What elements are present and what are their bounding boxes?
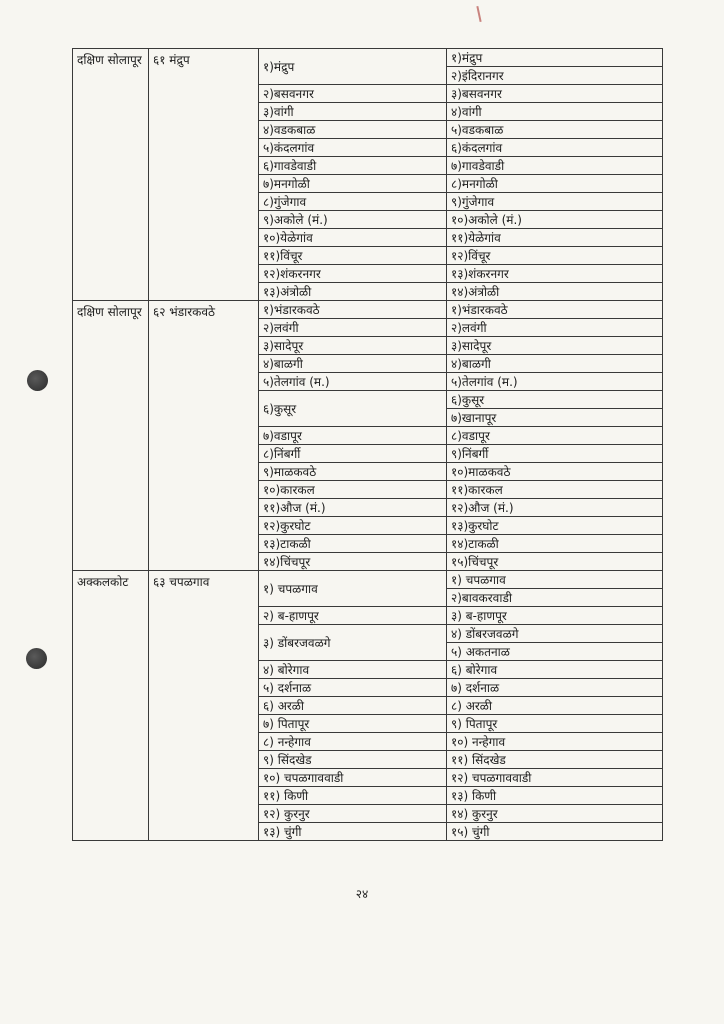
new-village-cell: ११) सिंदखेड [447,751,663,769]
old-village-cell: ८)गुंजेगाव [259,193,447,211]
new-village-cell: २)बावकरवाडी [447,589,663,607]
old-village-cell: ८) नन्हेगाव [259,733,447,751]
new-village-cell: १)भंडारकवठे [447,301,663,319]
old-village-cell: १२)कुरघोट [259,517,447,535]
old-village-cell: १२)शंकरनगर [259,265,447,283]
punch-hole [26,648,47,669]
old-village-cell: १३) चुंगी [259,823,447,841]
new-village-cell: १०)माळकवठे [447,463,663,481]
old-village-cell: ५)कंदलगांव [259,139,447,157]
taluka-cell: दक्षिण सोलापूर [73,301,149,571]
village-table [72,48,663,841]
table-row [73,301,663,319]
table-row [73,49,663,67]
old-village-cell: ६)गावडेवाडी [259,157,447,175]
old-village-cell: १) चपळगाव [259,571,447,607]
old-village-cell: ३)सादेपूर [259,337,447,355]
new-village-cell: ३)सादेपूर [447,337,663,355]
old-village-cell: १४)चिंचपूर [259,553,447,571]
new-village-cell: १२)विंचूर [447,247,663,265]
new-village-cell: ५) अकतनाळ [447,643,663,661]
taluka-cell: अक्कलकोट [73,571,149,841]
new-village-cell: १०)अकोले (मं.) [447,211,663,229]
punch-hole [27,370,48,391]
page-number: २४ [355,887,369,901]
new-village-cell: १३) किणी [447,787,663,805]
new-village-cell: १२) चपळगाववाडी [447,769,663,787]
old-village-cell: २) ब-हाणपूर [259,607,447,625]
new-village-cell: १) चपळगाव [447,571,663,589]
old-village-cell: १३)अंत्रोळी [259,283,447,301]
circle-cell: ६१ मंद्रुप [149,49,259,301]
new-village-cell: ७)गावडेवाडी [447,157,663,175]
circle-cell: ६३ चपळगाव [149,571,259,841]
new-village-cell: ४)वांगी [447,103,663,121]
old-village-cell: ७)वडापूर [259,427,447,445]
old-village-cell: ७)मनगोळी [259,175,447,193]
old-village-cell: ४) बोरेगाव [259,661,447,679]
old-village-cell: ३)वांगी [259,103,447,121]
circle-cell: ६२ भंडारकवठे [149,301,259,571]
new-village-cell: ४)बाळगी [447,355,663,373]
new-village-cell: १)मंद्रुप [447,49,663,67]
new-village-cell: ६)कंदलगांव [447,139,663,157]
old-village-cell: ११)औज (मं.) [259,499,447,517]
new-village-cell: ७) दर्शनाळ [447,679,663,697]
new-village-cell: ८)मनगोळी [447,175,663,193]
new-village-cell: १४)अंत्रोळी [447,283,663,301]
pen-mark [476,6,481,22]
new-village-cell: ७)खानापूर [447,409,663,427]
new-village-cell: ८) अरळी [447,697,663,715]
new-village-cell: ९) पितापूर [447,715,663,733]
old-village-cell: २)बसवनगर [259,85,447,103]
old-village-cell: १)भंडारकवठे [259,301,447,319]
old-village-cell: ५)तेलगांव (म.) [259,373,447,391]
old-village-cell: १०)येळेगांव [259,229,447,247]
old-village-cell: ११)विंचूर [259,247,447,265]
new-village-cell: ३)बसवनगर [447,85,663,103]
old-village-cell: १२) कुरनुर [259,805,447,823]
new-village-cell: १३)शंकरनगर [447,265,663,283]
new-village-cell: १५)चिंचपूर [447,553,663,571]
new-village-cell: १४) कुरनुर [447,805,663,823]
new-village-cell: १२)औज (मं.) [447,499,663,517]
new-village-cell: १३)कुरघोट [447,517,663,535]
old-village-cell: ६) अरळी [259,697,447,715]
old-village-cell: ४)बाळगी [259,355,447,373]
new-village-cell: ६)कुसूर [447,391,663,409]
old-village-cell: ६)कुसूर [259,391,447,427]
old-village-cell: ११) किणी [259,787,447,805]
old-village-cell: ५) दर्शनाळ [259,679,447,697]
old-village-cell: १०)कारकल [259,481,447,499]
new-village-cell: २)इंदिरानगर [447,67,663,85]
old-village-cell: १३)टाकळी [259,535,447,553]
new-village-cell: ४) डोंबरजवळगे [447,625,663,643]
new-village-cell: ५)तेलगांव (म.) [447,373,663,391]
old-village-cell: ८)निंबर्गी [259,445,447,463]
table-body [73,49,663,841]
old-village-cell: ७) पितापूर [259,715,447,733]
old-village-cell: १)मंद्रुप [259,49,447,85]
old-village-cell: १०) चपळगाववाडी [259,769,447,787]
new-village-cell: १५) चुंगी [447,823,663,841]
new-village-cell: ११)कारकल [447,481,663,499]
new-village-cell: ५)वडकबाळ [447,121,663,139]
old-village-cell: ३) डोंबरजवळगे [259,625,447,661]
new-village-cell: २)लवंगी [447,319,663,337]
new-village-cell: ६) बोरेगाव [447,661,663,679]
old-village-cell: ९) सिंदखेड [259,751,447,769]
old-village-cell: ९)माळकवठे [259,463,447,481]
new-village-cell: ११)येळेगांव [447,229,663,247]
new-village-cell: ९)निंबर्गी [447,445,663,463]
new-village-cell: १०) नन्हेगाव [447,733,663,751]
new-village-cell: ८)वडापूर [447,427,663,445]
table-row [73,571,663,589]
taluka-cell: दक्षिण सोलापूर [73,49,149,301]
new-village-cell: १४)टाकळी [447,535,663,553]
new-village-cell: ३) ब-हाणपूर [447,607,663,625]
old-village-cell: ४)वडकबाळ [259,121,447,139]
old-village-cell: ९)अकोले (मं.) [259,211,447,229]
old-village-cell: २)लवंगी [259,319,447,337]
new-village-cell: ९)गुंजेगाव [447,193,663,211]
